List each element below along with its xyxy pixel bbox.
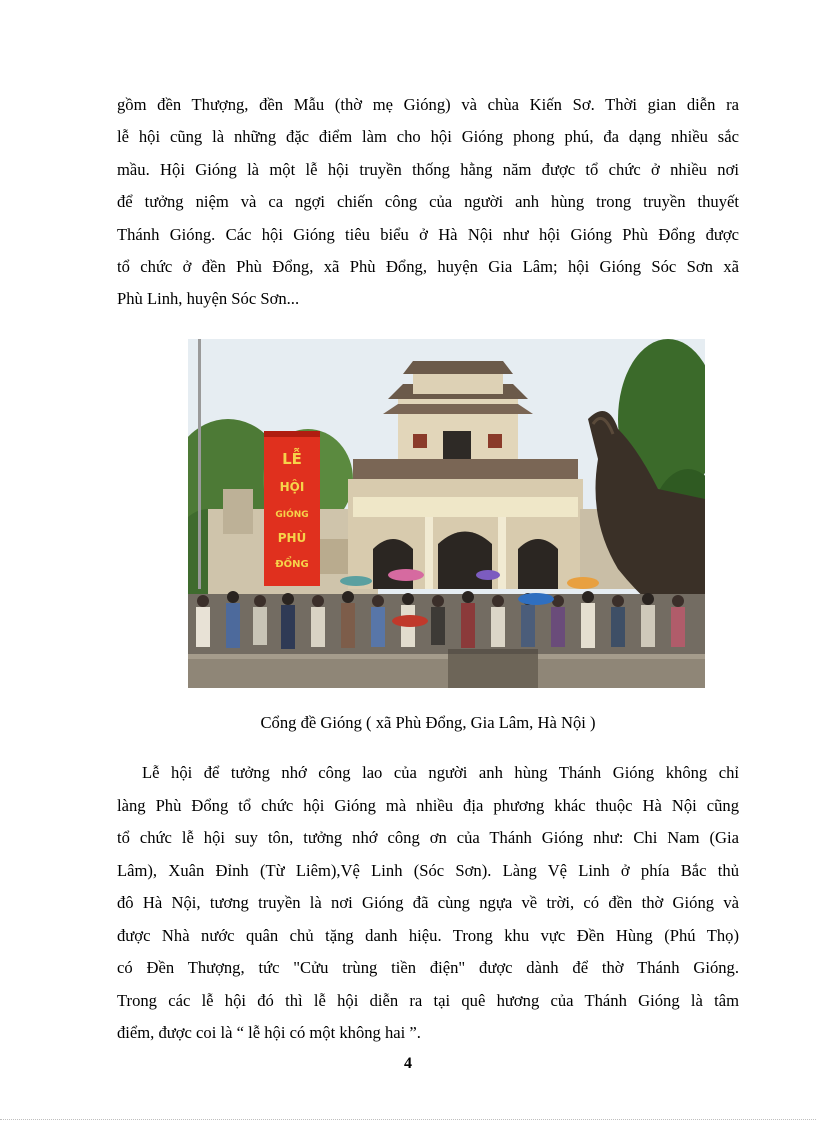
banner-text-2: HỘI — [279, 480, 305, 494]
banner-text-1: LỄ — [282, 450, 302, 468]
paragraph-2-line: làng Phù Đổng tổ chức hội Gióng mà nhiều địa phương khác thuộc Hà Nội cũng — [117, 795, 739, 815]
paragraph-2-line: đô Hà Nội, tương truyền là nơi Gióng đã cùng ngựa về trời, có đền thờ Gióng và — [117, 893, 739, 912]
paragraph-2-line-text: Lễ hội để tưởng nhớ công lao của người anh hùng Thánh Gióng không chỉ — [142, 763, 739, 782]
figure-caption: Cổng đề Gióng ( xã Phù Đổng, Gia Lâm, Hà Nội ) — [260, 713, 596, 732]
paragraph-1-line: mầu. Hội Gióng là một lễ hội truyền thống hằng năm được tổ chức ở nhiều nơi — [117, 159, 739, 179]
paragraph-1-line: gồm đền Thượng, đền Mẫu (thờ mẹ Gióng) và chùa Kiến Sơ. Thời gian diễn ra — [117, 95, 739, 114]
paragraph-2-line — [117, 757, 739, 790]
paragraph-2-line: Trong các lễ hội đó thì lễ hội diễn ra tại quê hương của Thánh Gióng là tâm — [117, 990, 739, 1010]
banner-text-4: PHÙ — [277, 531, 307, 545]
paragraph-1-line: để tưởng niệm và ca ngợi chiến công của người anh hùng trong truyền thuyết — [117, 192, 739, 212]
paragraph-2-line: có Đền Thượng, tức "Cửu trùng tiền điện" được dành để thờ Thánh Gióng. — [117, 958, 739, 977]
banner-text-3: GIÓNG — [275, 510, 309, 520]
paragraph-1-line: Thánh Gióng. Các hội Gióng tiêu biểu ở Hà Nội như hội Gióng Phù Đổng được — [117, 224, 739, 244]
paragraph-2-line: tổ chức lễ hội suy tôn, tưởng nhớ công ơn của Thánh Gióng như: Chi Nam (Gia — [117, 828, 739, 847]
paragraph-1 — [117, 89, 739, 316]
paragraph-2 — [117, 757, 739, 1050]
paragraph-1-line: Phù Linh, huyện Sóc Sơn... — [117, 289, 300, 309]
page-bottom-divider — [0, 1119, 816, 1120]
banner-text-5: ĐỔNG — [275, 559, 309, 570]
paragraph-1-line: lễ hội cũng là những đặc điểm làm cho hội Gióng phong phú, đa dạng nhiều sắc — [117, 127, 739, 147]
paragraph-2-line: Lâm), Xuân Đỉnh (Từ Liêm),Vệ Linh (Sóc Sơn). Làng Vệ Linh ở phía Bắc thủ — [117, 860, 739, 880]
temple-gate-illustration — [188, 339, 705, 688]
paragraph-2-line: điểm, được coi là “ lễ hội có một không hai ”. — [117, 1023, 421, 1042]
page-number: 4 — [404, 1055, 412, 1072]
paragraph-1-line: tổ chức ở đền Phù Đổng, xã Phù Đổng, huyện Gia Lâm; hội Gióng Sóc Sơn xã — [117, 257, 739, 277]
paragraph-2-line: được Nhà nước quân chủ tặng danh hiệu. Trong khu vực Đền Hùng (Phú Thọ) — [117, 925, 739, 945]
temple-gate-photo — [188, 339, 705, 688]
